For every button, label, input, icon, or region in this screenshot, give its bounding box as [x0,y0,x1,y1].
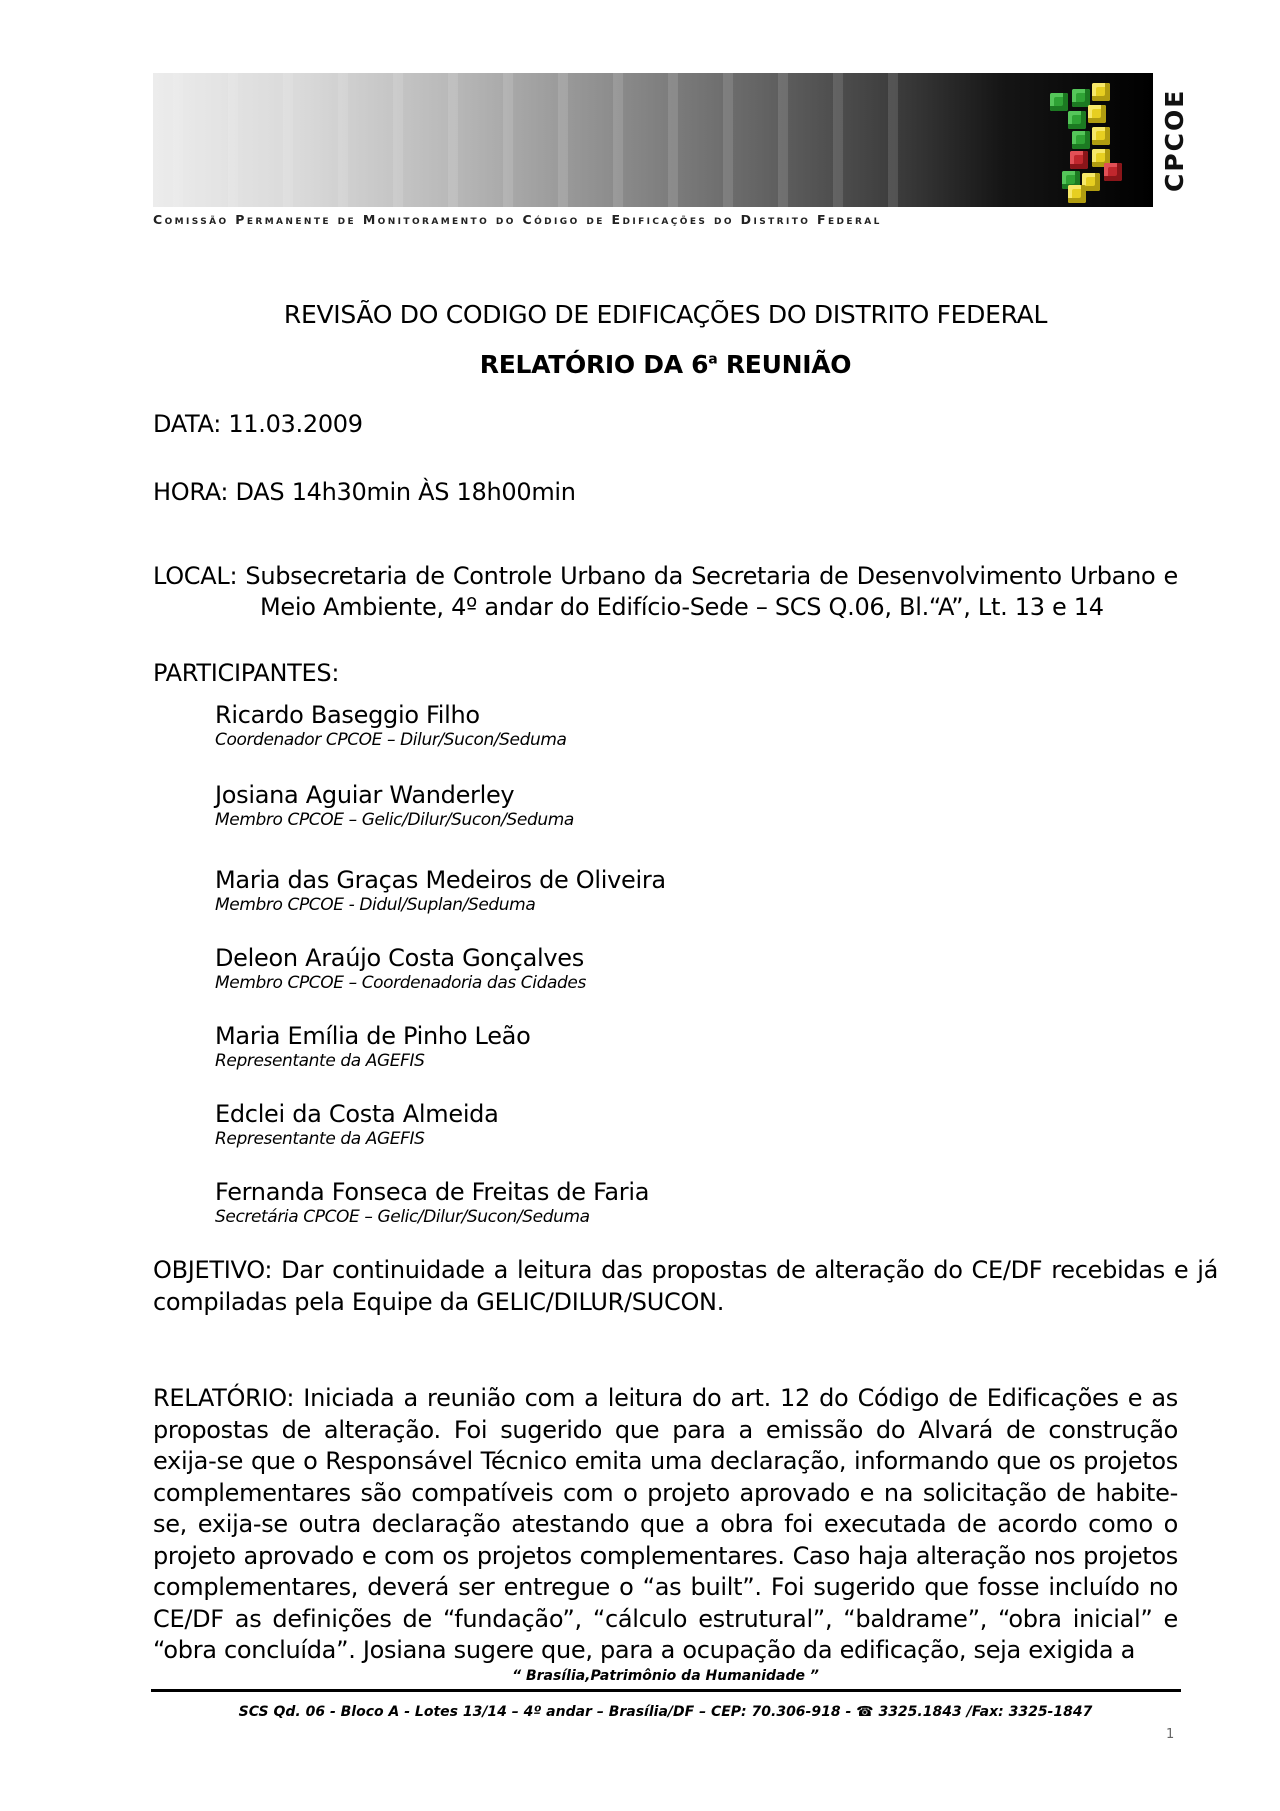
banner-caption: Comissão Permanente de Monitoramento do Código de Edificações do Distrito Federal [153,212,882,227]
document-title: REVISÃO DO CODIGO DE EDIFICAÇÕES DO DISTRITO FEDERAL [283,300,1048,329]
footer-divider [151,1689,1181,1692]
participant-item: Maria das Graças Medeiros de Oliveira Membro CPCOE - Didul/Suplan/Seduma [215,866,666,915]
cubes-logo-icon [1048,79,1153,204]
meeting-date: DATA: 11.03.2009 [153,410,363,438]
participant-item: Edclei da Costa Almeida Representante da AGEFIS [215,1100,499,1149]
meeting-location: LOCAL: Subsecretaria de Controle Urbano da Secretaria de Desenvolvimento Urbano e Meio Ambiente, 4º andar do Edifício-Sede – SCS Q.06, Bl.“A”, Lt. 13 e 14 [153,562,1178,621]
objetivo-paragraph: OBJETIVO: Dar continuidade a leitura das propostas de alteração do CE/DF recebidas e já compiladas pela Equipe da GELIC/DILUR/SUCON. [153,1256,1218,1316]
cpcoe-logo-text: CPCOE [1160,88,1189,192]
participant-item: Maria Emília de Pinho Leão Representante da AGEFIS [215,1022,531,1071]
participant-item: Ricardo Baseggio Filho Coordenador CPCOE – Dilur/Sucon/Seduma [215,701,567,750]
participants-label: PARTICIPANTES: [153,659,340,687]
participant-item: Josiana Aguiar Wanderley Membro CPCOE – Gelic/Dilur/Sucon/Seduma [215,781,574,830]
participant-item: Fernanda Fonseca de Freitas de Faria Secretária CPCOE – Gelic/Dilur/Sucon/Seduma [215,1178,650,1227]
document-subtitle: RELATÓRIO DA 6$^a$ REUNIÃO [479,350,852,379]
header-banner [153,73,1153,207]
footer-quote: “ Brasília,Patrimônio da Humanidade ” [512,1668,819,1684]
banner-gradient [153,73,1153,207]
footer-address: SCS Qd. 06 - Bloco A - Lotes 13/14 – 4º andar – Brasília/DF – CEP: 70.306-918 - ☎ 3325.1843 /Fax: 3325-1847 [238,1704,1093,1720]
participant-item: Deleon Araújo Costa Gonçalves Membro CPCOE – Coordenadoria das Cidades [215,944,586,993]
meeting-time: HORA: DAS 14h30min ÀS 18h00min [153,478,576,506]
relatorio-paragraph: RELATÓRIO: Iniciada a reunião com a leitura do art. 12 do Código de Edificações e as propostas de alteração. Foi sugerido que para a emissão do Alvará de construção exija-se que o Responsável Técnico emita uma declaração, informando que os projetos complementares são compatíveis com o projeto aprovado e na solicitação de habite-se, exija-se outra declaração atestando que a obra foi executada de acordo como o projeto aprovado e com os projetos complementares. Caso haja alteração nos projetos complementares, deverá ser entregue o “as built”. Foi sugerido que fosse incluído no CE/DF as definições de “fundação”, “cálculo estrutural”, “baldrame”, “obra inicial” e “obra concluída”. Josiana sugere que, para a ocupação da edificação, seja exigida a [153,1384,1178,1664]
page-number: 1 [1166,1727,1175,1742]
